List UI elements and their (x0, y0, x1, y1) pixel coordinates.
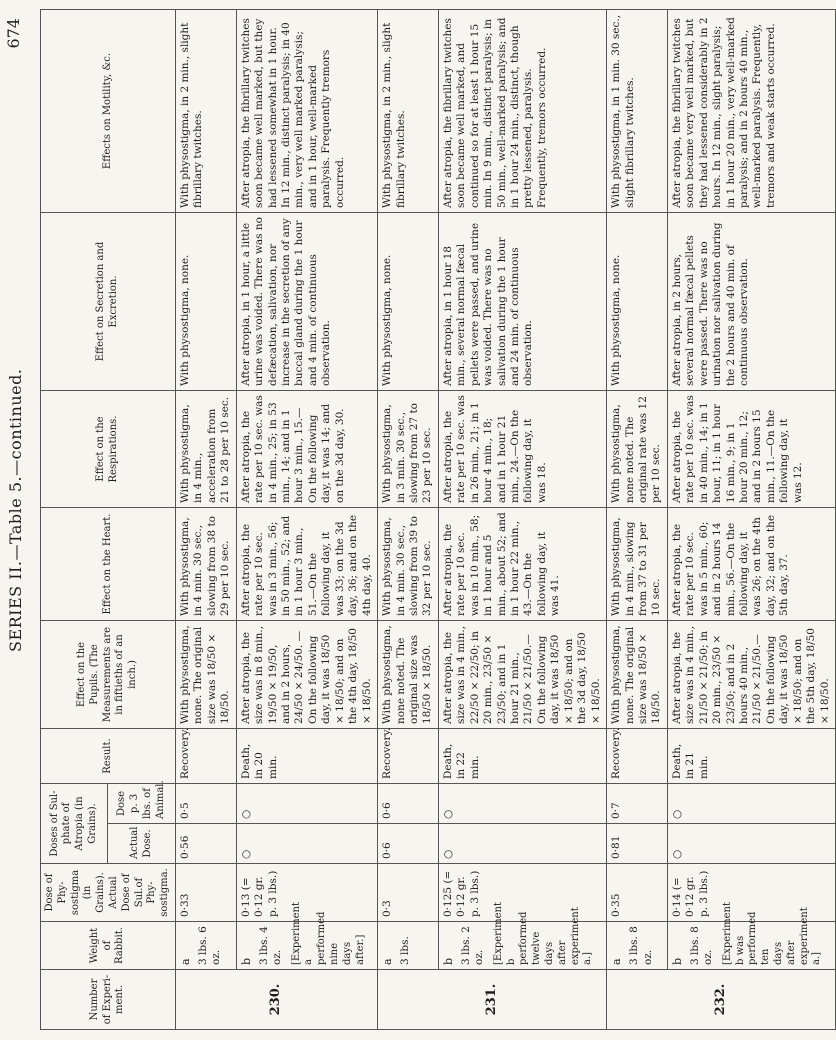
atropia-per3lbs-cell: 0·6 (378, 784, 439, 824)
col-atropia-actual-header: Actual Dose. (108, 824, 175, 864)
secretion-cell: With physostigma, none. (607, 213, 668, 391)
respirations-cell: With physostigma, none noted. The original rate was 12 per 10 sec. (607, 391, 668, 508)
pupils-cell: With physostigma, none noted. The original size was 18/50 × 18/50. (378, 621, 439, 729)
result-cell: Death, in 22 min. (438, 729, 606, 784)
atropia-per3lbs-cell: 0·7 (607, 784, 668, 824)
atropia-per3lbs-cell: ○ (236, 784, 377, 824)
pupils-cell: After atropia, the size was in 8 min., 19/50 × 19/50, and in 2 hours, 24/50 × 24/50. —On the following day, it was 18/50 × 18/50; and on the 4th day, 18/50 × 18/50. (236, 621, 377, 729)
weight-cell (378, 922, 439, 970)
heart-cell: After atropia, the rate per 10 sec. was in 5 min., 60; and in 2 hours 14 min., 56.—On the following day, it was 26; on the 4th day, 32; and on the 5th day, 37. (667, 508, 835, 621)
sub-experiment-label: b (670, 957, 684, 965)
weight-value: 3 lbs. 4 oz. (257, 926, 284, 965)
table-row (236, 10, 377, 1030)
heart-cell: With physostigma, in 4 min. 30 sec., slowing from 39 to 32 per 10 sec. (378, 508, 439, 621)
result-cell: Recovery. (607, 729, 668, 784)
motility-cell: After atropia, the fibrillary twitches soon became well marked, and continued so for at least 1 hour 15 min. In 9 min., distinct paralysis; in 50 min., well-marked paralysis; and in 1 hour 24 min., distinct, though pretty lessened, paralysis. Frequently, tremors occurred. (438, 10, 606, 213)
physostigma-dose-cell: 0·125 (= 0·12 gr. p. 3 lbs.) (438, 864, 606, 922)
weight-note: [Experiment b performed twelve days after experiment a.] (492, 902, 594, 965)
table-body (175, 10, 835, 1030)
page-header (0, 0, 40, 1040)
secretion-cell: After atropia, in 1 hour, a little urine was voided. There was no defæcation, salivation, nor increase in the secretion of any buccal gland during the 1 hour and 4 min. of continuous observation. (236, 213, 377, 391)
col-secretion-header: Effect on Secretion and Excretion. (41, 213, 176, 391)
col-respirations-header: Effect on the Respirations. (41, 391, 176, 508)
running-head: SERIES II.—Table 5.—continued. (6, 368, 25, 652)
col-weight-header: Weight of Rabbit. (41, 922, 176, 970)
weight-cell (236, 902, 377, 970)
weight-value: 3 lbs. 8 oz. (688, 926, 715, 965)
physostigma-dose-cell: 0·33 (175, 864, 236, 922)
col-atropia-per3lbs-header: Dose p. 3 lbs. of Animal. (108, 784, 175, 824)
heart-cell: With physostigma, in 4 min., slowing from 37 to 31 per 10 sec. (607, 508, 668, 621)
weight-value: 3 lbs. 8 oz. (628, 926, 654, 965)
heart-cell: With physostigma, in 4 min. 30 sec., slowing from 38 to 29 per 10 sec. (175, 508, 236, 621)
physostigma-dose-cell: 0·35 (607, 864, 668, 922)
respirations-cell: With physostigma, in 4 min., acceleration from 21 to 28 per 10 sec. (175, 391, 236, 508)
sub-experiment-label: a (381, 958, 395, 965)
atropia-actual-cell: 0·56 (175, 824, 236, 864)
respirations-cell: After atropia, the rate per 10 sec. was in 26 min., 21; in 1 hour 4 min., 18; and in 1 hour 21 min., 24.—On the following day, it was 18. (438, 391, 606, 508)
motility-cell: With physostigma, in 2 min., slight fibrillary twitches. (378, 10, 439, 213)
weight-note: [Experiment a performed nine days after.] (290, 902, 366, 965)
sub-experiment-label: a (610, 958, 624, 965)
physostigma-dose-cell: 0·14 (= 0·12 gr. p. 3 lbs.) (667, 864, 835, 922)
col-atropia-group-header: Doses of Sul-phate of Atropia (in Grains). (41, 784, 108, 864)
atropia-actual-cell: ○ (667, 824, 835, 864)
table-row (378, 10, 439, 1030)
motility-cell: After atropia, the fibrillary twitches soon became very well marked, but they had lessened considerably in 2 hours. In 12 min., slight paralysis; in 1 hour 20 min., very well-marked paralysis; and in 2 hours 40 min., well-marked paralysis. Frequently, tremors and weak starts occurred. (667, 10, 835, 213)
respirations-cell: After atropia, the rate per 10 sec. was in 40 min., 14; in 1 hour, 11; in 1 hour 16 min., 9; in 1 hour 20 min., 12; and in 2 hours 15 min., 11.—On the following day, it was 12. (667, 391, 835, 508)
secretion-cell: With physostigma, none. (175, 213, 236, 391)
page-number: 674 (4, 18, 23, 49)
weight-note: [Experiment b was performed ten days after experiment a.] (721, 902, 823, 965)
secretion-cell: With physostigma, none. (378, 213, 439, 391)
atropia-actual-cell: 0·81 (607, 824, 668, 864)
respirations-cell: With physostigma, in 3 min. 30 sec., slowing from 27 to 23 per 10 sec. (378, 391, 439, 508)
weight-cell (175, 922, 236, 970)
table-row (175, 10, 236, 1030)
secretion-cell: After atropia, in 1 hour 18 min., several normal fæcal pellets were passed, and urine was voided. There was no salivation during the 1 hour and 24 min. of continuous observation. (438, 213, 606, 391)
physostigma-dose-cell: 0·3 (378, 864, 439, 922)
experiment-table (40, 9, 836, 1030)
table-row (438, 10, 606, 1030)
experiment-number: 231. (378, 970, 607, 1030)
atropia-actual-cell: ○ (236, 824, 377, 864)
col-experiment-header: Number of Experi-ment. (41, 970, 176, 1030)
sub-experiment-label: a (178, 958, 192, 965)
experiment-number: 230. (175, 970, 377, 1030)
pupils-cell: After atropia, the size was in 4 min., 21/50 × 21/50; in 20 min., 23/50 × 23/50; and in 2 hours 40 min., 21/50 × 21/50.—On the following day, it was 18/50 × 18/50; and on the 5th day, 18/50 × 18/50. (667, 621, 835, 729)
secretion-cell: After atropia, in 2 hours, several normal fæcal pellets were passed. There was no urination nor salivation during the 2 hours and 40 min. of continuous observation. (667, 213, 835, 391)
result-cell: Recovery. (378, 729, 439, 784)
result-cell: Recovery. (175, 729, 236, 784)
col-motility-header: Effects on Motility, &c. (41, 10, 176, 213)
pupils-cell: After atropia, the size was in 4 min., 22/50 × 22/50; in 20 min., 23/50 × 23/50; and in 1 hour 21 min., 21/50 × 21/50.—On the following day, it was 18/50 × 18/50; and on the 3d day, 18/50 × 18/50. (438, 621, 606, 729)
weight-cell (438, 902, 606, 970)
weight-cell (607, 922, 668, 970)
motility-cell: With physostigma, in 2 min., slight fibrillary twitches. (175, 10, 236, 213)
weight-cell (667, 902, 835, 970)
respirations-cell: After atropia, the rate per 10 sec. was in 4 min., 25; in 53 min., 14; and in 1 hour 3 min., 15.—On the following day, it was 14; and on the 3d day, 30. (236, 391, 377, 508)
table-head (41, 10, 176, 1030)
heart-cell: After atropia, the rate per 10 sec. was in 3 min., 56; in 50 min., 52; and in 1 hour 3 min., 51.—On the following day, it was 33; on the 3d day, 36; and on the 4th day, 40. (236, 508, 377, 621)
atropia-per3lbs-cell: ○ (667, 784, 835, 824)
col-physostigma-dose-header: Dose of Phy-sostigma (in Grains). Actual Dose of Sul.of Phy-sostigma. (41, 864, 176, 922)
result-cell: Death, in 21 min. (667, 729, 835, 784)
motility-cell: After atropia, the fibrillary twitches soon became well marked, but they had lessened somewhat in 1 hour. In 12 min., distinct paralysis; in 40 min., very well marked paralysis; and in 1 hour, well-marked paralysis. Frequently tremors occurred. (236, 10, 377, 213)
atropia-actual-cell: ○ (438, 824, 606, 864)
pupils-cell: With physostigma, none. The original size was 18/50 × 18/50. (175, 621, 236, 729)
heart-cell: After atropia, the rate per 10 sec. was in 10 min., 58; in 1 hour and 5 min., about 52; and in 1 hour 22 min., 43.—On the following day, it was 41. (438, 508, 606, 621)
experiment-number: 232. (607, 970, 836, 1030)
atropia-per3lbs-cell: 0·5 (175, 784, 236, 824)
table-row (667, 10, 835, 1030)
col-heart-header: Effect on the Heart. (41, 508, 176, 621)
physostigma-dose-cell: 0·13 (= 0·12 gr. p. 3 lbs.) (236, 864, 377, 922)
weight-value: 3 lbs. 6 oz. (197, 926, 223, 965)
weight-value: 3 lbs. (399, 936, 412, 965)
weight-value: 3 lbs. 2 oz. (459, 926, 486, 965)
sub-experiment-label: b (441, 957, 455, 965)
motility-cell: With physostigma, in 1 min. 30 sec., slight fibrillary twitches. (607, 10, 668, 213)
col-result-header: Result. (41, 729, 176, 784)
rotated-table-frame (40, 10, 831, 1030)
atropia-per3lbs-cell: ○ (438, 784, 606, 824)
result-cell: Death, in 20 min. (236, 729, 377, 784)
table-viewport (40, 10, 831, 1030)
table-row (607, 10, 668, 1030)
atropia-actual-cell: 0·6 (378, 824, 439, 864)
pupils-cell: With physostigma, none. The original size was 18/50 × 18/50. (607, 621, 668, 729)
col-pupils-header: Effect on the Pupils. (The Measurements are in fiftieths of an inch.) (41, 621, 176, 729)
sub-experiment-label: b (239, 957, 253, 965)
